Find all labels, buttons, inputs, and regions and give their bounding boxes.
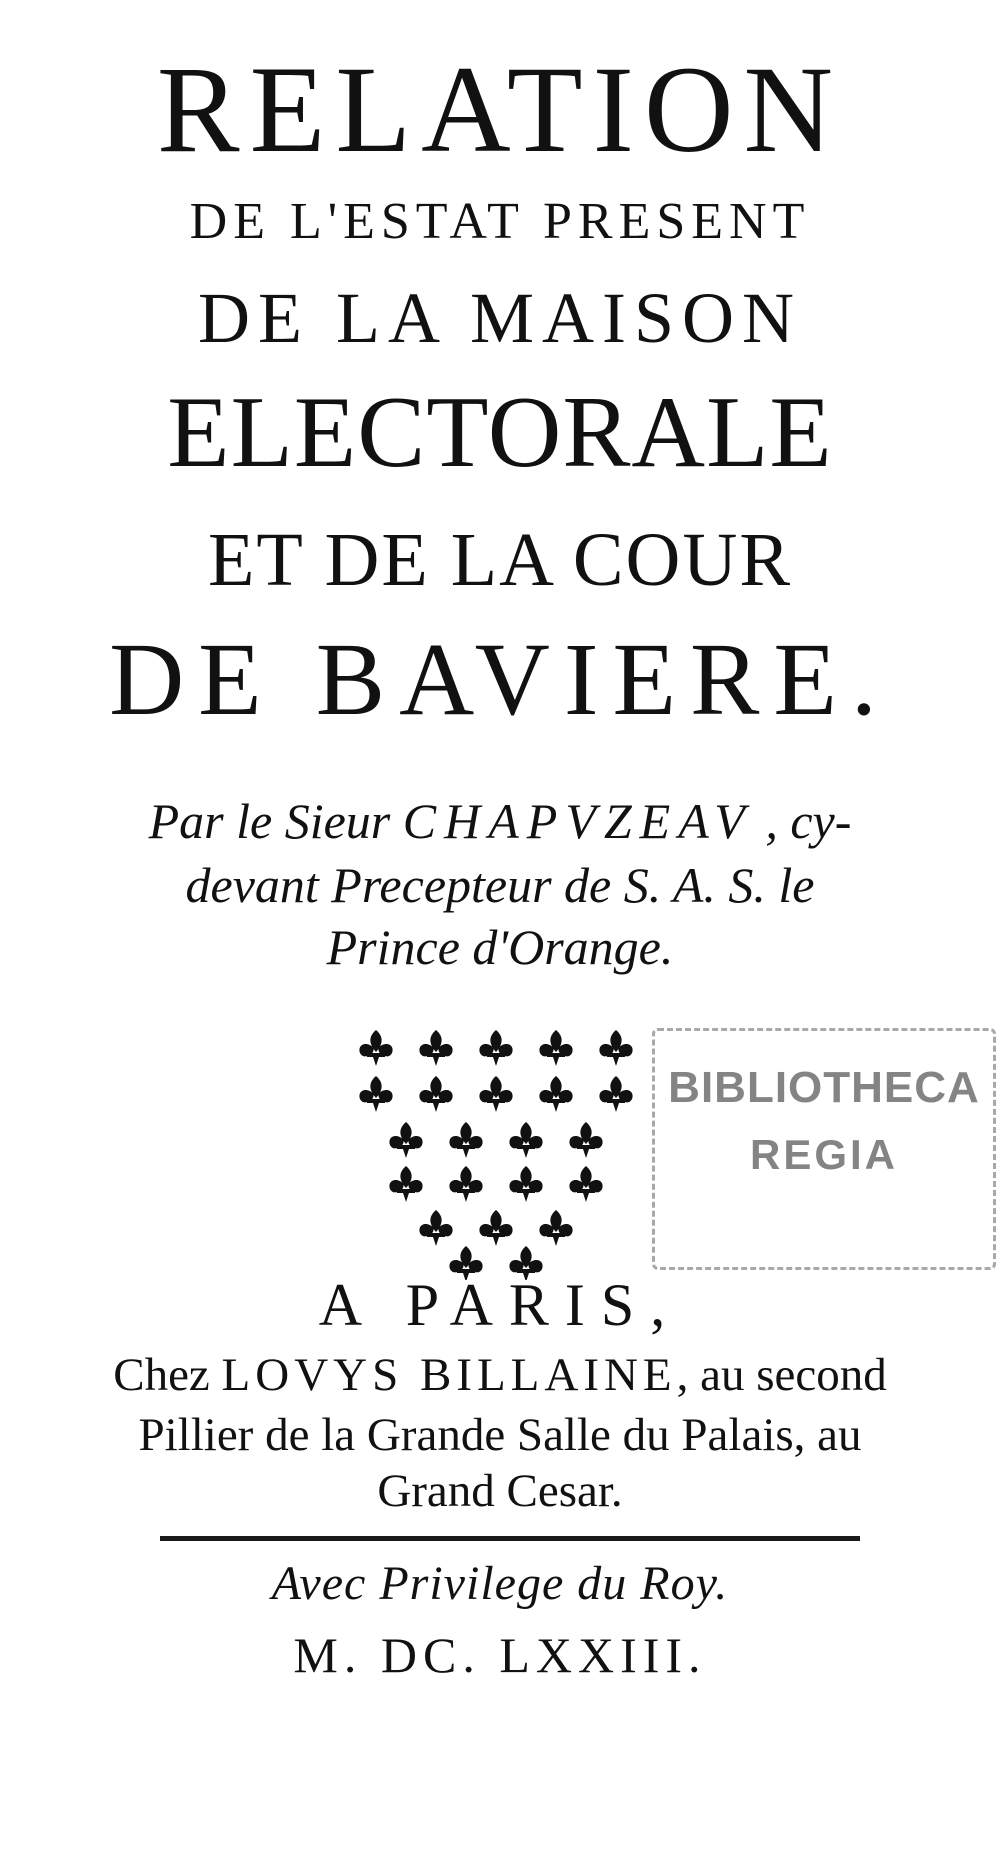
title-line-cour: ET DE LA COUR [207, 518, 793, 602]
printer-name: LOVYS BILLAINE [221, 1349, 677, 1401]
imprint-prefix: Chez [113, 1349, 222, 1401]
title-line-electorale: ELECTORALE [167, 376, 833, 489]
imprint-city: A PARIS, [318, 1272, 682, 1338]
privilege-line: Avec Privilege du Roy. [271, 1557, 729, 1610]
stamp-line-2: REGIA [749, 1131, 898, 1178]
title-line-estat-present: DE L'ESTAT PRESENT [189, 193, 811, 250]
title-line-baviere: DE BAVIERE. [109, 622, 891, 737]
date-line: M. DC. LXXIII. [293, 1627, 707, 1683]
author-prefix: Par le Sieur [148, 793, 403, 849]
author-line-2: devant Precepteur de S. A. S. le [185, 857, 815, 913]
author-line-3: Prince d'Orange. [326, 919, 674, 975]
imprint-line-3: Pillier de la Grande Salle du Palais, au [138, 1409, 862, 1461]
fleur-de-lis-shield-icon [348, 1020, 648, 1280]
title-line-maison: DE LA MAISON [197, 278, 802, 358]
author-line-1 [40, 793, 960, 849]
imprint-line-2 [40, 1349, 960, 1401]
stamp-line-1: BIBLIOTHECA [668, 1063, 980, 1112]
imprint-suffix: , au second [676, 1349, 887, 1401]
library-stamp [652, 1028, 996, 1270]
author-suffix: , cy- [752, 793, 852, 849]
imprint-line-4: Grand Cesar. [377, 1465, 623, 1517]
author-name: CHAPVZEAV [402, 793, 753, 849]
title-line-relation: RELATION [156, 41, 844, 178]
divider-rule [160, 1536, 860, 1541]
